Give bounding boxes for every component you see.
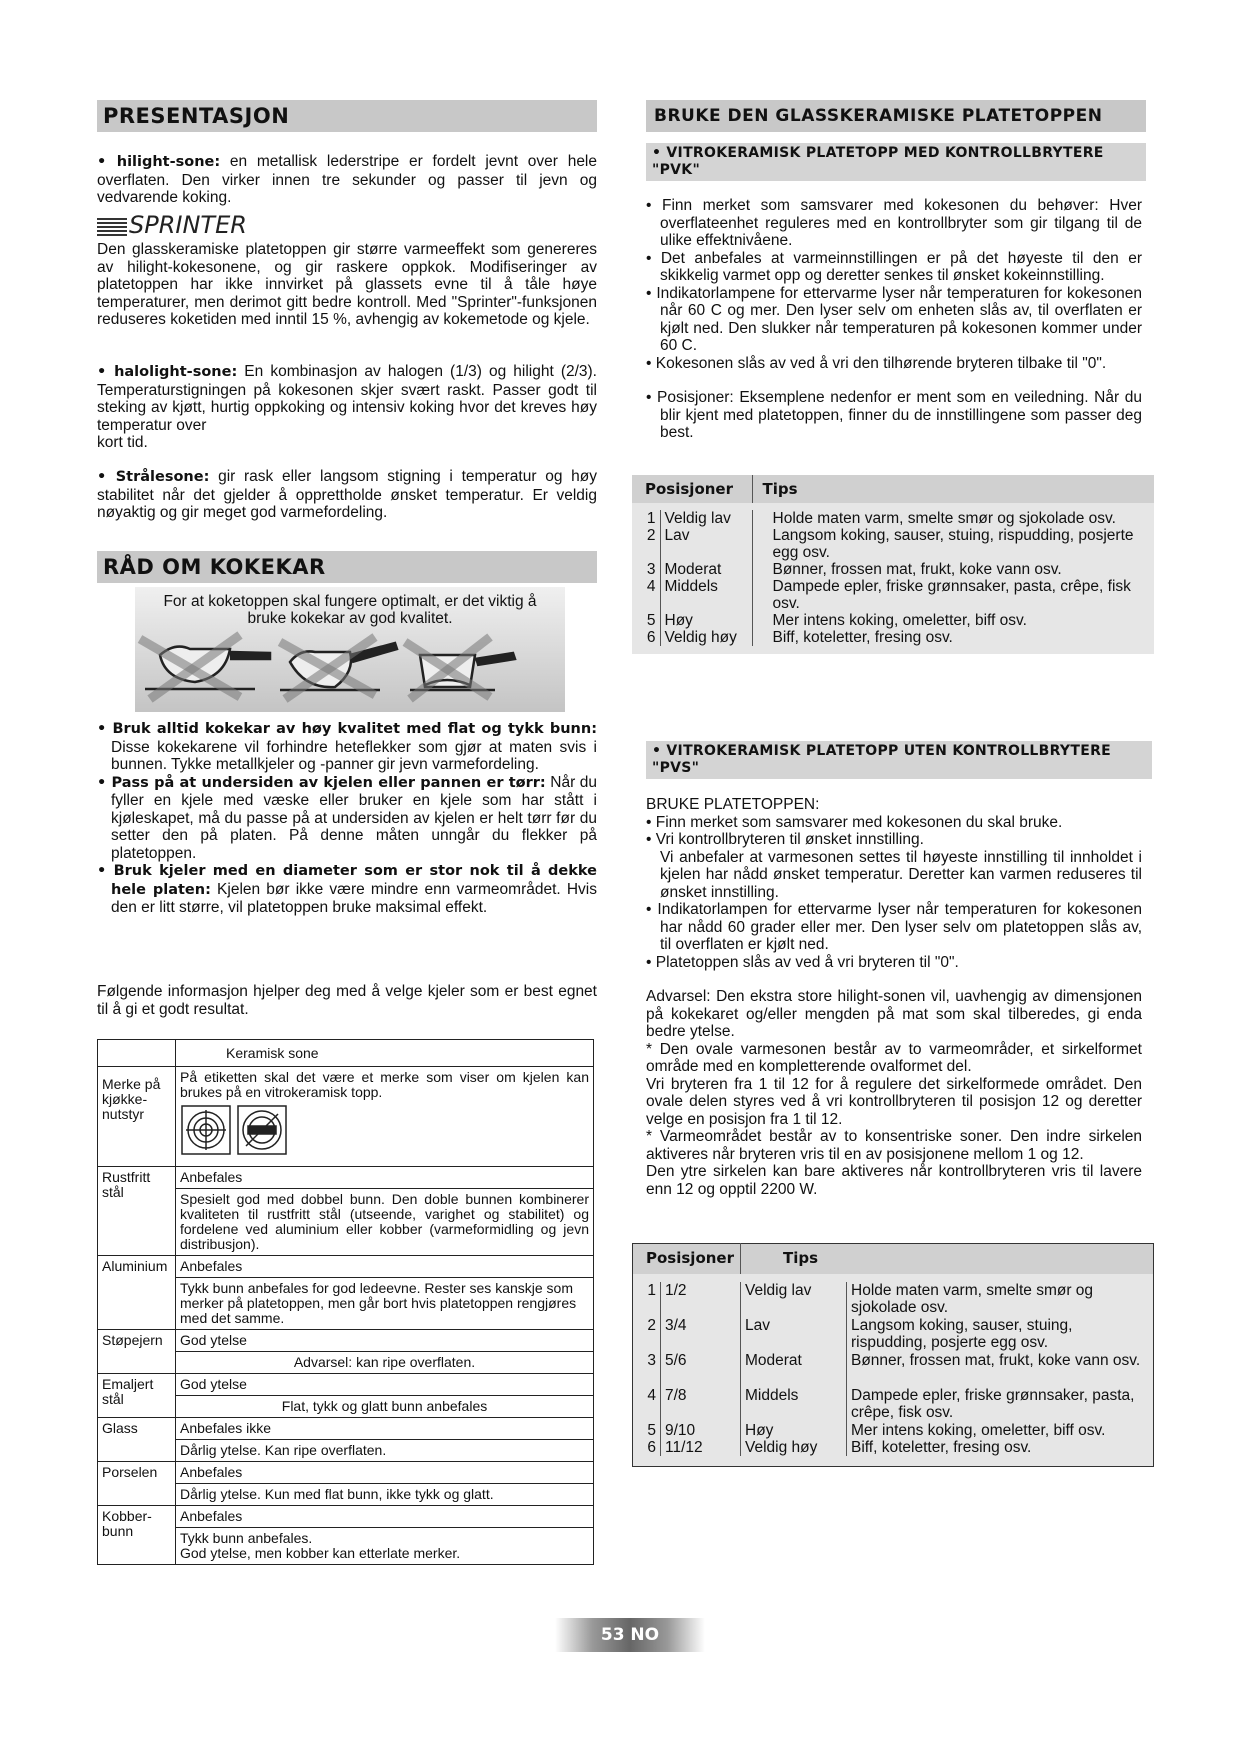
pvk-row-pos: Høy: [660, 612, 752, 629]
oval-text-2: Vri bryteren fra 1 til 12 for å regulere det sirkelformede området. Den ovale delen styres ved å vri kontrollbryteren til posisjon 12 og deretter velge en posisjon fra 1 til 12.: [646, 1075, 1142, 1128]
note-aluminium: Tykk bunn anbefales for god ledeevne. Rester ses kanskje som merker på platetoppen, men går bort hvis platetoppen rengjøres med det samme.: [176, 1278, 594, 1330]
pvs-row-num: 5: [633, 1422, 661, 1439]
pvs-row: [633, 1422, 1154, 1439]
material-emaljert: Emaljert stål: [98, 1374, 176, 1418]
pvk-row-pos: Middels: [660, 578, 752, 612]
rating-emaljert: God ytelse: [176, 1374, 594, 1396]
pvk-row-tip: Langsom koking, sauser, stuing, rispudding, posjerte egg osv.: [772, 527, 1134, 561]
tip-flat-bottom: [97, 720, 597, 774]
tip1-text: Disse kokekarene vil forhindre heteflekker som gjør at maten svis i bunnen. Tykke metallkjeler og -panner gir jevn varmefordeling.: [111, 738, 597, 773]
pvk-row-num: 1: [632, 510, 660, 527]
vitroceramic-marks: [180, 1104, 290, 1156]
halolight-text: En kombinasjon av halogen (1/3) og hilight (2/3). Temperaturstigningen på kokesonen skjer svært raskt. Passer godt til steking av kjøtt, hurtig oppkoking og intensiv koking hvor det kreves høy temperatur over: [97, 363, 597, 434]
note-glass: Dårlig ytelse. Kan ripe overflaten.: [176, 1440, 594, 1462]
konsentrisk-text: * Varmeområdet består av to konsentriske soner. Den indre sirkelen aktiveres når bryteren vris til en av posisjonene mellom 1 og 12.: [646, 1128, 1142, 1163]
pvs-row: [633, 1387, 1154, 1422]
pvk-col-posisjoner: Posisjoner: [632, 475, 752, 503]
pvs-row-num: 6: [633, 1439, 661, 1456]
ceramic-zone-icon: [182, 1106, 230, 1154]
pvs-bullet-5: • Platetoppen slås av ved å vri bryteren til "0".: [646, 953, 959, 971]
pvk-row-tip: Biff, koteletter, fresing osv.: [772, 629, 953, 646]
straale-paragraph: [97, 468, 597, 522]
pvs-text: [646, 796, 1142, 1198]
rating-porselen: Anbefales: [176, 1462, 594, 1484]
material-kobber: Kobber-bunn: [98, 1506, 176, 1565]
pvk-row-tip: Bønner, frossen mat, frukt, koke vann osv.: [772, 561, 1062, 578]
halolight-tail: kort tid.: [97, 434, 148, 451]
ytre-text: Den ytre sirkelen kan bare aktiveres når kontrollbryteren vris til lavere enn 12 og opptil 2200 W.: [646, 1163, 1142, 1198]
pvk-row-pos: Lav: [660, 527, 752, 561]
pvk-bullet-2: • Det anbefales at varmeinnstillingen er på det høyeste til den er skikkelig varmet opp og deretter senkes til ønsket kokeinnstilling.: [646, 249, 1142, 284]
note-stopejern: Advarsel: kan ripe overflaten.: [176, 1352, 594, 1374]
note-emaljert: Flat, tykk og glatt bunn anbefales: [176, 1396, 594, 1418]
pvs-row-num: 3: [633, 1352, 661, 1387]
hilight-text: en metallisk lederstripe er fordelt jevnt over hele overflaten. Den virker innen tre sekunder og passer til jevn og vedvarende koking.: [97, 153, 597, 206]
bad-pan-3-icon: [405, 637, 515, 699]
pvs-row-val: 9/10: [661, 1422, 741, 1439]
pvs-col-posisjoner: Posisjoner: [633, 1244, 741, 1274]
pvk-row-tip: Holde maten varm, smelte smør og sjokolade osv.: [772, 510, 1116, 527]
straale-text: gir rask eller langsom stigning i temperatur og høy stabilitet når det gjelder å opprettholde ønsket temperatur. Er veldig nøyaktig og gir meget god varmefordeling.: [97, 468, 598, 521]
straale-label: • Strålesone:: [97, 469, 210, 485]
material-stopejern: Støpejern: [98, 1330, 176, 1374]
pvs-heading: • VITROKERAMISK PLATETOPP UTEN KONTROLLBRYTERE "PVS": [646, 741, 1152, 779]
material-glass: Glass: [98, 1418, 176, 1462]
material-table-header: Keramisk sone: [176, 1040, 594, 1067]
tip1-label: • Bruk alltid kokekar av høy kvalitet med flat og tykk bunn:: [97, 721, 597, 737]
pvs-row: [633, 1317, 1154, 1352]
halolight-label: • halolight-sone:: [97, 364, 238, 380]
pvk-bullets: [646, 197, 1142, 442]
material-porselen: Porselen: [98, 1462, 176, 1506]
pvs-row-val: 7/8: [661, 1387, 741, 1422]
oval-text-1: * Den ovale varmesonen består av to varmeområder, et sirkelformet område med en kompletterende ovalformet del.: [646, 1040, 1142, 1075]
hilight-label: • hilight-sone:: [97, 154, 221, 170]
pvs-row-tip: Biff, koteletter, fresing osv.: [851, 1438, 1032, 1456]
pvk-row: [632, 510, 1154, 527]
pvs-row-val: 3/4: [661, 1317, 741, 1352]
pvs-row-num: 1: [633, 1282, 661, 1317]
pvs-row-num: 4: [633, 1387, 661, 1422]
bruke-heading: BRUKE DEN GLASSKERAMISKE PLATETOPPEN: [646, 100, 1146, 132]
vitro-label-icon: [238, 1106, 286, 1154]
pvs-bullet-3: Vi anbefaler at varmesonen settes til høyeste innstilling til innholdet i kjelen har nådd ønsket temperatur. Deretter kan varmen reduseres til ønsket innstilling.: [660, 848, 1142, 901]
merke-text: På etiketten skal det være et merke som viser om kjelen kan brukes på en vitrokeramisk topp.: [180, 1069, 589, 1100]
pvk-row-pos: Veldig lav: [660, 510, 752, 527]
bad-pan-2-icon: [280, 637, 397, 699]
pvk-row-num: 5: [632, 612, 660, 629]
pvk-row: [632, 629, 1154, 646]
pvs-bullet-1: • Finn merket som samsvarer med kokesonen du skal bruke.: [646, 813, 1063, 831]
pvk-row-pos: Veldig høy: [660, 629, 752, 646]
pvk-row-pos: Moderat: [660, 561, 752, 578]
kokekar-heading: RÅD OM KOKEKAR: [97, 551, 597, 583]
pvk-row: [632, 561, 1154, 578]
pvs-bullet-4: • Indikatorlampen for ettervarme lyser når temperaturen for kokesonen har nådd 60 grader eller mer. Den lyser selv om platetoppen slås av, til overflaten er kjølt ned.: [646, 901, 1142, 953]
rating-aluminium: Anbefales: [176, 1256, 594, 1278]
tip3-label: • Bruk kjeler med en diameter som er stor nok til å dekke hele platen:: [97, 863, 597, 898]
pvk-row-num: 3: [632, 561, 660, 578]
sprinter-paragraph: Den glasskeramiske platetoppen gir større varmeeffekt som genereres av hilight-kokesonene, og gir raskere oppkok. Modifiseringer av platetoppen har ikke innvirket på glassets evne til å tåle høye temperaturer, men derimot gitt bedre kontroll. Med "Sprinter"-funksjonen reduseres koketiden med inntil 15 %, avhengig av kokemetode og kjele.: [97, 241, 597, 328]
pvs-position-table: [632, 1243, 1154, 1467]
presentasjon-heading: PRESENTASJON: [97, 100, 597, 132]
sprinter-logo: [97, 211, 247, 239]
pvs-row-pos: Høy: [741, 1422, 847, 1439]
pvk-row-tip: Mer intens koking, omeletter, biff osv.: [772, 612, 1027, 629]
kokekar-tips: [97, 720, 597, 917]
pvs-bullet-2: • Vri kontrollbryteren til ønsket innstilling.: [646, 831, 924, 848]
page-number: 53 NO: [555, 1618, 705, 1652]
rating-kobber: Anbefales: [176, 1506, 594, 1528]
merke-cell: [176, 1067, 594, 1167]
halolight-paragraph: [97, 363, 597, 452]
pvs-row-tip: Dampede epler, friske grønnsaker, pasta, crêpe, fisk osv.: [851, 1386, 1135, 1421]
pvs-row-pos: Veldig lav: [741, 1282, 847, 1317]
pvk-posisjoner-note: • Posisjoner: Eksemplene nedenfor er ment som en veiledning. Når du blir kjent med platetoppen, finner du de innstillingene som passer deg best.: [646, 389, 1142, 441]
tip-diameter: [97, 862, 597, 917]
pvs-col-tips: Tips: [783, 1249, 819, 1268]
kokekar-illustration-box: [135, 587, 565, 712]
pvk-row: [632, 612, 1154, 629]
merke-label: Merke på kjøkke-nutstyr: [98, 1067, 176, 1167]
pvs-row-pos: Middels: [741, 1387, 847, 1422]
pvs-row: [633, 1282, 1154, 1317]
pvs-row: [633, 1439, 1154, 1456]
pvs-row-tip: Bønner, frossen mat, frukt, koke vann osv.: [851, 1351, 1141, 1369]
tip2-text: Når du fyller en kjele med væske eller bruker en kjele som har stått i kjøleskapet, må du passe på at undersiden av kjelen er helt tørr før du setter den på platen. På denne måten unngår du flekker på platetoppen.: [111, 773, 597, 862]
tip-dry-bottom: [97, 774, 597, 863]
pvs-row-tip: Langsom koking, sauser, stuing, rispudding, posjerte egg osv.: [851, 1316, 1073, 1351]
note-rustfritt: Spesielt god med dobbel bunn. Den doble bunnen kombinerer kvaliteten til rustfritt stål (utseende, varighet og stabilitet) og fordelene ved aluminium eller kobber (varmeformidling og jevn distribusjon).: [176, 1189, 594, 1256]
pvk-row-num: 6: [632, 629, 660, 646]
rating-glass: Anbefales ikke: [176, 1418, 594, 1440]
pvs-row-val: 11/12: [661, 1439, 741, 1456]
pvk-row-num: 4: [632, 578, 660, 612]
pvk-col-tips: Tips: [762, 479, 798, 498]
rating-rustfritt: Anbefales: [176, 1167, 594, 1189]
pvs-subheading: BRUKE PLATETOPPEN:: [646, 796, 820, 813]
material-table: [97, 1039, 594, 1565]
pvk-bullet-3: • Indikatorlampene for ettervarme lyser når temperaturen for kokesonen når 60 C og mer. Den lyser selv om enheten slås av, til overflaten er kjølt ned. Den slukker når temperaturen på kokesonen kommer under 60 C.: [646, 284, 1142, 354]
pvs-row-pos: Moderat: [741, 1352, 847, 1387]
pvs-row-tip: Holde maten varm, smelte smør og sjokolade osv.: [851, 1281, 1094, 1316]
cookware-illustration: [135, 587, 565, 712]
sprinter-logo-text: SPRINTER: [129, 211, 247, 239]
advarsel-text: Advarsel: Den ekstra store hilight-sonen vil, uavhengig av dimensjonen på kokekaret og/eller mengden på mat som skal tilberedes, gi enda bedre ytelse.: [646, 988, 1142, 1040]
pvk-row-num: 2: [632, 527, 660, 561]
material-rustfritt: Rustfritt stål: [98, 1167, 176, 1256]
pvs-row-pos: Lav: [741, 1317, 847, 1352]
material-table-corner: [98, 1040, 176, 1067]
hilight-paragraph: [97, 153, 597, 207]
tip2-label: • Pass på at undersiden av kjelen eller pannen er tørr:: [97, 774, 546, 791]
pvk-row: [632, 527, 1154, 561]
pvk-row: [632, 578, 1154, 612]
note-kobber: Tykk bunn anbefales. God ytelse, men kobber kan etterlate merker.: [176, 1528, 594, 1565]
pvk-row-tip: Dampede epler, friske grønnsaker, pasta, crêpe, fisk osv.: [772, 578, 1131, 612]
tip3-text: Kjelen bør ikke være mindre enn varmeområdet. Hvis den er litt større, vil platetoppen bruke maksimal effekt.: [111, 880, 597, 916]
kokekar-intro: For at koketoppen skal fungere optimalt, er det viktig å bruke kokekar av god kvalitet.: [163, 593, 537, 627]
pvk-bullet-1: • Finn merket som samsvarer med kokesonen du behøver: Hver overflateenhet reguleres med en kontrollbryter som gir tilgang til de ulike effektnivåene.: [646, 197, 1142, 249]
pvs-row-tip: Mer intens koking, omeletter, biff osv.: [851, 1421, 1106, 1439]
pvs-row-val: 1/2: [661, 1282, 741, 1317]
sprinter-stripes-icon: [97, 216, 127, 236]
pvs-row-num: 2: [633, 1317, 661, 1352]
pvs-row-pos: Veldig høy: [741, 1439, 847, 1456]
pvs-row: [633, 1352, 1154, 1387]
pvk-heading: • VITROKERAMISK PLATETOPP MED KONTROLLBRYTERE "PVK": [646, 143, 1146, 181]
note-porselen: Dårlig ytelse. Kun med flat bunn, ikke tykk og glatt.: [176, 1484, 594, 1506]
rating-stopejern: God ytelse: [176, 1330, 594, 1352]
pvs-row-val: 5/6: [661, 1352, 741, 1387]
bad-pan-1-icon: [140, 635, 270, 699]
material-aluminium: Aluminium: [98, 1256, 176, 1330]
info-paragraph: Følgende informasjon hjelper deg med å velge kjeler som er best egnet til å gi et godt resultat.: [97, 983, 597, 1018]
pvk-bullet-4: • Kokesonen slås av ved å vri den tilhørende bryteren tilbake til "0".: [646, 354, 1107, 372]
pvk-position-table: [632, 475, 1154, 654]
